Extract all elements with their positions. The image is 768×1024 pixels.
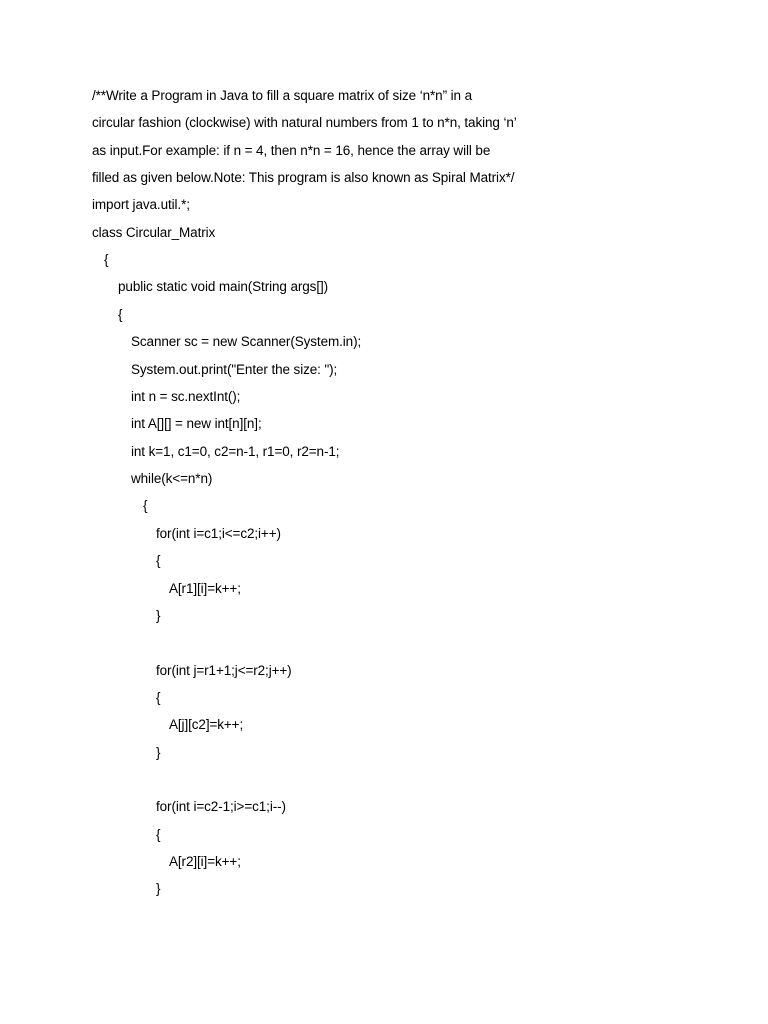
code-line: while(k<=n*n) [131,471,213,486]
code-line: A[r1][i]=k++; [169,581,241,596]
code-line: int k=1, c1=0, c2=n-1, r1=0, r2=n-1; [131,444,340,459]
code-line: for(int j=r1+1;j<=r2;j++) [156,663,292,678]
text-line: import java.util.*; [92,197,190,212]
code-line: public static void main(String args[]) [118,279,329,294]
code-line: { [143,498,148,513]
code-line: { [118,307,123,322]
code-line: { [156,553,161,568]
code-line: A[j][c2]=k++; [169,717,244,732]
code-line: int n = sc.nextInt(); [131,389,241,404]
code-line: { [156,690,161,705]
code-line: int A[][] = new int[n][n]; [131,416,262,431]
code-line: Scanner sc = new Scanner(System.in); [131,334,362,349]
text-line: circular fashion (clockwise) with natural numbers from 1 to n*n, taking ‘n’ [92,115,517,130]
code-line: System.out.print("Enter the size: "); [131,362,338,377]
text-line: /**Write a Program in Java to fill a square matrix of size ‘n*n” in a [92,88,473,103]
code-line: A[r2][i]=k++; [169,854,241,869]
code-line: { [156,827,161,842]
code-line: for(int i=c1;i<=c2;i++) [156,526,281,541]
text-line: as input.For example: if n = 4, then n*n = 16, hence the array will be [92,143,491,158]
text-line: filled as given below.Note: This program is also known as Spiral Matrix*/ [92,170,515,185]
code-line: } [156,881,161,896]
code-line: for(int i=c2-1;i>=c1;i--) [156,799,286,814]
text-line: class Circular_Matrix [92,225,216,240]
code-line: } [156,745,161,760]
code-line: { [104,252,109,267]
code-line: } [156,608,161,623]
